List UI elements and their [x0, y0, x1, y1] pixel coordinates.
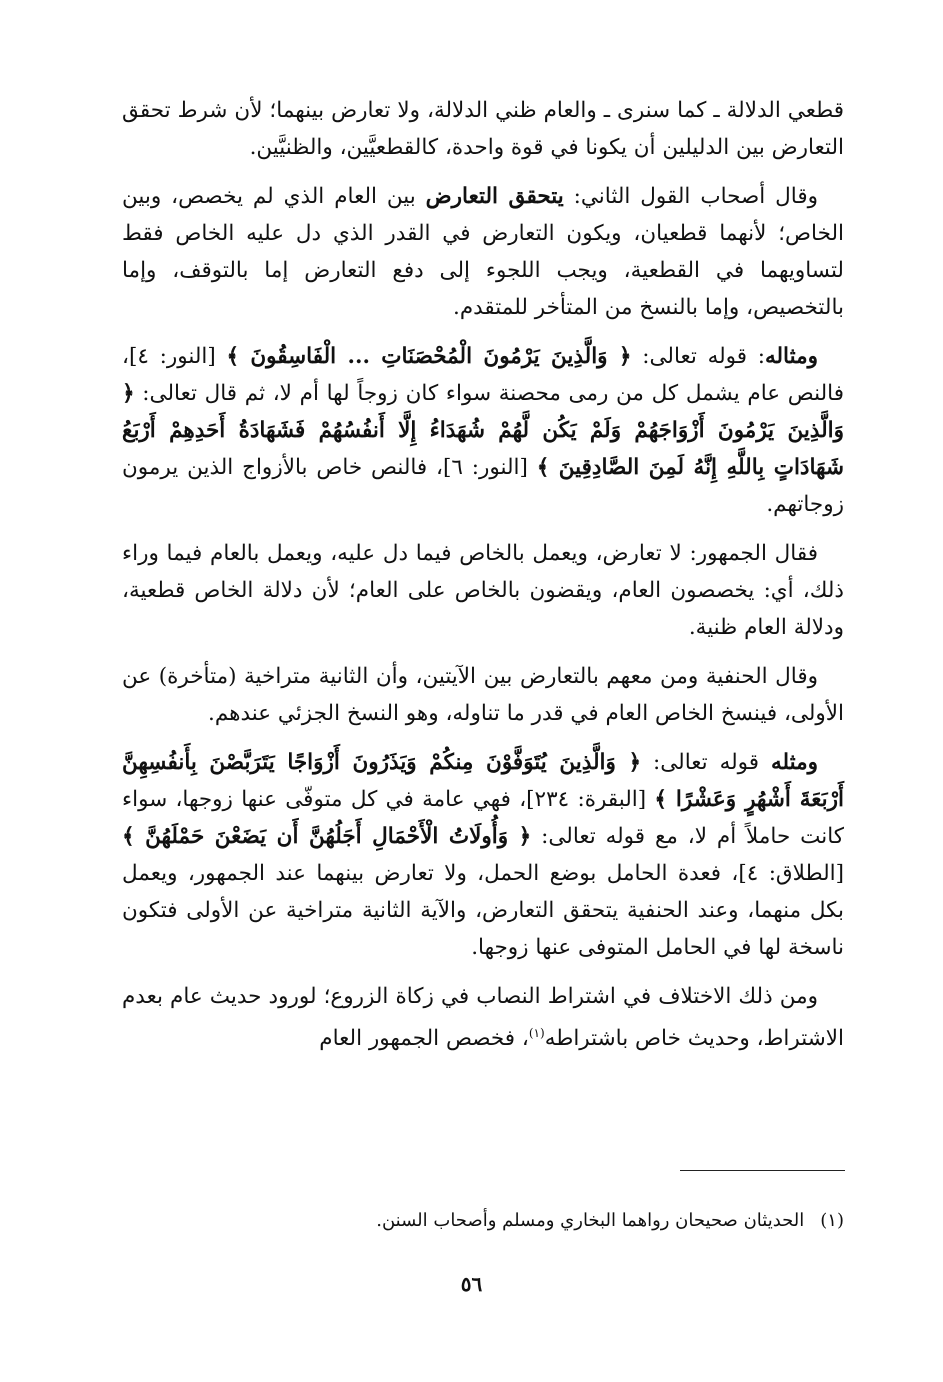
quran-verse: ﴿ وَأُولَاتُ الْأَحْمَالِ أَجَلُهُنَّ أَن يَضَعْنَ حَمْلَهُنَّ ﴾ — [122, 824, 532, 849]
paragraph — [122, 658, 844, 732]
paragraph-text: وقال الحنفية ومن معهم بالتعارض بين الآيتين، وأن الثانية متراخية (متأخرة) عن الأولى، فينسخ الخاص العام في قدر ما تناوله، وهو النسخ الجزئي عندهم. — [122, 664, 844, 726]
paragraph-text: [الطلاق: ٤]، فعدة الحامل بوضع الحمل، ولا تعارض بينهما عند الجمهور، ويعمل بكل منهما، وعند الحنفية يتحقق التعارض، والآية الثانية متراخية عن الأولى فتكون ناسخة لها في الحامل المتوفى عنها زوجها. — [122, 861, 844, 960]
paragraph — [122, 178, 844, 326]
paragraph-text: [البقرة: ٢٣٤]، فهي عامة في كل متوفّى عنها زوجها، سواء كانت حاملاً أم لا، مع قوله تعالى: — [122, 787, 844, 849]
footnote — [122, 1206, 844, 1236]
paragraph — [122, 978, 844, 1057]
paragraph-text: فقال الجمهور: لا تعارض، ويعمل بالخاص فيما دل عليه، ويعمل بالعام فيما وراء ذلك، أي: يخصصون العام، ويقضون بالخاص على العام؛ لأن دلالة الخاص قطعية، ودلالة العام ظنية. — [122, 541, 844, 640]
quran-verse: ﴿ وَالَّذِينَ يَرْمُونَ الْمُحْصَنَاتِ ... الْفَاسِقُونَ ﴾ — [226, 344, 632, 369]
paragraph — [122, 338, 844, 523]
page-number: ٥٦ — [460, 1272, 483, 1296]
quran-verse: ﴿ وَالَّذِينَ يُتَوَفَّوْنَ مِنكُمْ وَيَذَرُونَ أَزْوَاجًا يَتَرَبَّصْنَ بِأَنفُسِهِنَّ أَرْبَعَةَ أَشْهُرٍ وَعَشْرًا ﴾ — [122, 750, 844, 812]
paragraph-text: بين العام الذي لم يخصص، وبين الخاص؛ لأنهما قطعيان، ويكون التعارض في القدر الذي دل عليه الخاص فقط لتساويهما في القطعية، ويجب اللجوء إلى دفع التعارض إما بالتوقف، وإما بالتخصيص، وإما بالنسخ من المتأخر للمتقدم. — [122, 184, 844, 320]
main-text — [122, 92, 844, 1069]
footnote-divider — [680, 1170, 845, 1171]
paragraph — [122, 744, 844, 966]
bold-phrase: يتحقق التعارض — [425, 184, 564, 209]
quran-verse: ﴿ وَالَّذِينَ يَرْمُونَ أَزْوَاجَهُمْ وَلَمْ يَكُن لَّهُمْ شُهَدَاءُ إِلَّا أَنفُسُهُمْ فَشَهَادَةُ أَحَدِهِمْ أَرْبَعُ شَهَادَاتٍ بِاللَّهِ إِنَّهُ لَمِنَ الصَّادِقِينَ ﴾ — [122, 381, 844, 480]
paragraph-text: : قوله تعالى: — [631, 344, 765, 369]
paragraph-text: [النور: ٦]، فالنص خاص بالأزواج الذين يرمون زوجاتهم. — [122, 455, 844, 517]
paragraph-text: [النور: ٤]، فالنص عام يشمل كل من رمى محصنة سواء كان زوجاً لها أم لا، ثم قال تعالى: — [122, 344, 844, 406]
footnote-number: (١) — [820, 1210, 844, 1231]
paragraph-text: قوله تعالى: — [641, 750, 771, 775]
paragraph-text: وقال أصحاب القول الثاني: — [563, 184, 818, 209]
footnote-ref[interactable]: (١) — [528, 1026, 545, 1040]
paragraph-text: ومن ذلك الاختلاف في اشتراط النصاب في زكاة الزروع؛ لورود حديث عام بعدم الاشتراط، وحديث خاص باشتراطه — [122, 984, 844, 1052]
bold-phrase: ومثاله — [764, 344, 818, 369]
footnote-text: الحديثان صحيحان رواهما البخاري ومسلم وأصحاب السنن. — [376, 1210, 805, 1231]
bold-phrase: ومثله — [770, 750, 818, 775]
paragraph — [122, 535, 844, 646]
paragraph-text: قطعي الدلالة ـ كما سنرى ـ والعام ظني الدلالة، ولا تعارض بينهما؛ لأن شرط تحقق التعارض بين الدليلين أن يكونا في قوة واحدة، كالقطعيَّين، والظنيَّين. — [122, 98, 844, 160]
paragraph — [122, 92, 844, 166]
paragraph-text: ، فخصص الجمهور العام — [319, 1026, 529, 1052]
